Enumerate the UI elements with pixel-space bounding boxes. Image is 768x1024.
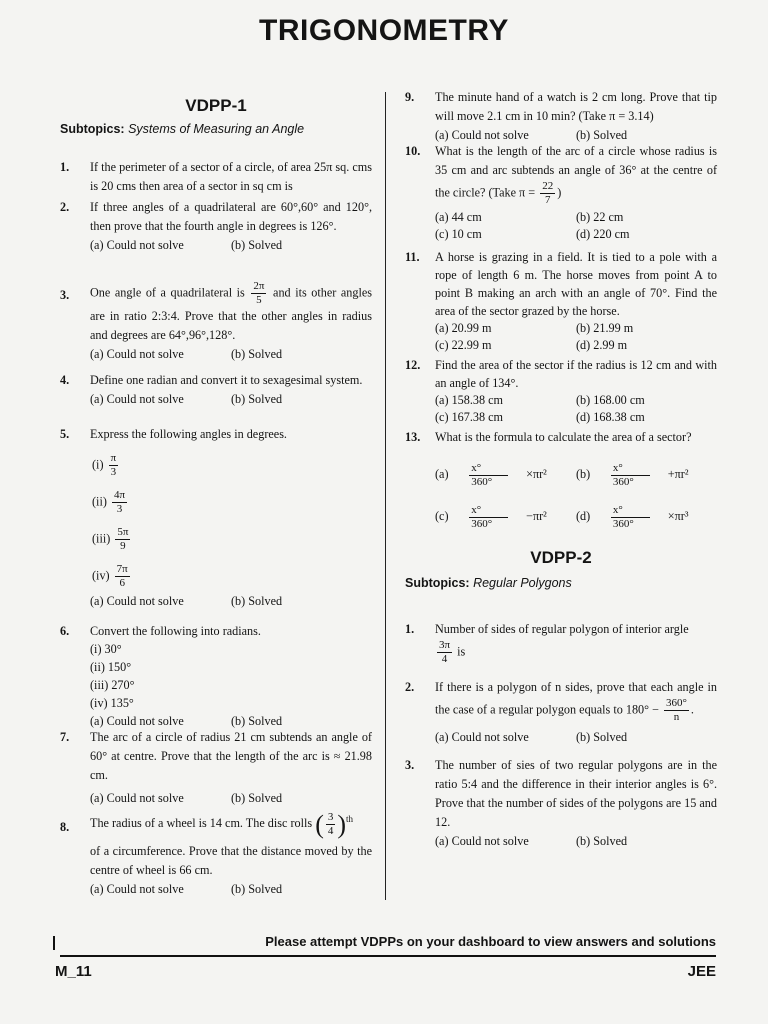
option-could-not-solve[interactable]: (a) Could not solve [90, 881, 184, 896]
fraction: $\frac{3\pi}{4}$ [439, 639, 451, 665]
option-solved[interactable]: (b) Solved [231, 594, 283, 608]
vdpp2-subtopics [405, 576, 572, 590]
option-d[interactable]: (d) 220 cm [576, 227, 630, 241]
option-a[interactable]: (a) $\frac{x^\circ}{360^\circ}$ ×πr² [435, 461, 547, 488]
option-solved[interactable]: (b) Solved [231, 347, 283, 361]
option-solved[interactable]: (b) Solved [231, 714, 283, 728]
option-could-not-solve[interactable]: (a) Could not solve [90, 347, 184, 361]
fraction: $\frac{2\pi}{5}$ [253, 280, 265, 306]
option-a[interactable]: (a) 158.38 cm [435, 393, 504, 407]
option-a[interactable]: (a) 20.99 m [435, 321, 492, 335]
option-solved[interactable]: (b) Solved [576, 834, 628, 848]
vdpp1-subtopics [60, 122, 304, 136]
footer-note: Please attempt VDPPs on your dashboard to view answers and solutions [265, 934, 716, 949]
margin-tick [53, 936, 55, 950]
option-solved[interactable]: (b) Solved [231, 392, 283, 406]
option-could-not-solve[interactable]: (a) Could not solve [435, 834, 529, 848]
option-could-not-solve[interactable]: (a) Could not solve [435, 730, 529, 744]
question-text: If the perimeter of a sector of a circle, of area 25π sq. cms is 20 cms then area of a sector in sq cm is [90, 160, 372, 193]
subtopics-value: Regular Polygons [473, 576, 572, 590]
option-c[interactable]: (c) 22.99 m [435, 338, 492, 352]
page-code: M_11 [55, 963, 92, 980]
fraction: $\frac{360^\circ}{n}$ [666, 697, 687, 723]
question-text: Convert the following into radians. [90, 624, 261, 638]
subtopics-value: Systems of Measuring an Angle [128, 122, 305, 136]
option-d[interactable]: (d) 168.38 cm [576, 410, 645, 424]
column-divider [385, 92, 386, 900]
subtopics-label: Subtopics: [60, 122, 125, 136]
option-could-not-solve[interactable]: (a) Could not solve [90, 238, 184, 252]
option-a[interactable]: (a) 44 cm [435, 210, 482, 224]
question-text: The arc of a circle of radius 21 cm subtends an angle of 60° at centre. Prove that the length of the arc is ≈ 21.98 cm. [90, 730, 372, 782]
sub-item: (iv) $\frac{7\pi}{6}$ [92, 563, 128, 589]
question-text: Express the following angles in degrees. [90, 427, 287, 441]
option-could-not-solve[interactable]: (a) Could not solve [90, 714, 184, 728]
option-solved[interactable]: (b) Solved [576, 730, 628, 744]
option-could-not-solve[interactable]: (a) Could not solve [90, 791, 184, 805]
subtopics-label: Subtopics: [405, 576, 470, 590]
option-solved[interactable]: (b) Solved [231, 791, 283, 805]
question-text: Define one radian and convert it to sexagesimal system. [90, 373, 363, 387]
sub-item: (iii) $\frac{5\pi}{9}$ [92, 526, 129, 552]
option-could-not-solve[interactable]: (a) Could not solve [435, 128, 529, 142]
page-title: TRIGONOMETRY [259, 14, 509, 47]
option-b[interactable]: (b) 21.99 m [576, 321, 634, 335]
option-could-not-solve[interactable]: (a) Could not solve [90, 594, 184, 608]
sub-item: (ii) 150° [90, 660, 132, 674]
option-solved[interactable]: (b) Solved [576, 128, 628, 142]
sub-item: (iii) 270° [90, 678, 135, 692]
option-c[interactable]: (c) 10 cm [435, 227, 482, 241]
question-text: Find the area of the sector if the radius is 12 cm and with an angle of 134°. [435, 358, 717, 390]
fraction: $\frac{3}{4}$ [327, 810, 334, 837]
question-text: If three angles of a quadrilateral are 60°,60° and 120°, then prove that the fourth angle in degrees is 126°. [90, 200, 372, 233]
sub-item: (i) 30° [90, 642, 122, 656]
option-solved[interactable]: (b) Solved [231, 881, 283, 896]
option-b[interactable]: (b) $\frac{x^\circ}{360^\circ}$ +πr² [576, 461, 689, 488]
sub-item: (ii) $\frac{4\pi}{3}$ [92, 489, 125, 515]
footer-rule [60, 955, 716, 957]
fraction: $\frac{22}{7}$ [542, 180, 554, 206]
option-d[interactable]: (d) $\frac{x^\circ}{360^\circ}$ ×πr³ [576, 503, 689, 530]
option-c[interactable]: (c) 167.38 cm [435, 410, 504, 424]
vdpp2-heading: VDPP-2 [530, 548, 592, 567]
option-could-not-solve[interactable]: (a) Could not solve [90, 392, 184, 406]
question-text: The minute hand of a watch is 2 cm long. Prove that tip will move 2.1 cm in 10 min? (Take π = 3.14) [435, 90, 717, 123]
exam-label: JEE [687, 963, 716, 980]
sub-item: (iv) 135° [90, 696, 134, 710]
option-d[interactable]: (d) 2.99 m [576, 338, 628, 352]
option-b[interactable]: (b) 168.00 cm [576, 393, 645, 407]
option-solved[interactable]: (b) Solved [231, 238, 283, 252]
question-text: A horse is grazing in a field. It is tied to a pole with a rope of length 6 m. The horse moves from point A to point B making an arch with an angle of 70°. Find the area of the sector grazed by the horse. [435, 250, 717, 318]
option-b[interactable]: (b) 22 cm [576, 210, 624, 224]
option-c[interactable]: (c) $\frac{x^\circ}{360^\circ}$ −πr² [435, 503, 547, 530]
vdpp1-heading: VDPP-1 [185, 96, 247, 115]
question-text: The number of sies of two regular polygons are in the ratio 5:4 and the difference in their interior angles is 6°. Prove that the number of sides of the polygons are 15 and 12. [435, 758, 717, 829]
sub-item: (i) $\frac{\pi}{3}$ [92, 452, 117, 478]
question-text: What is the formula to calculate the area of a sector? [435, 430, 692, 444]
